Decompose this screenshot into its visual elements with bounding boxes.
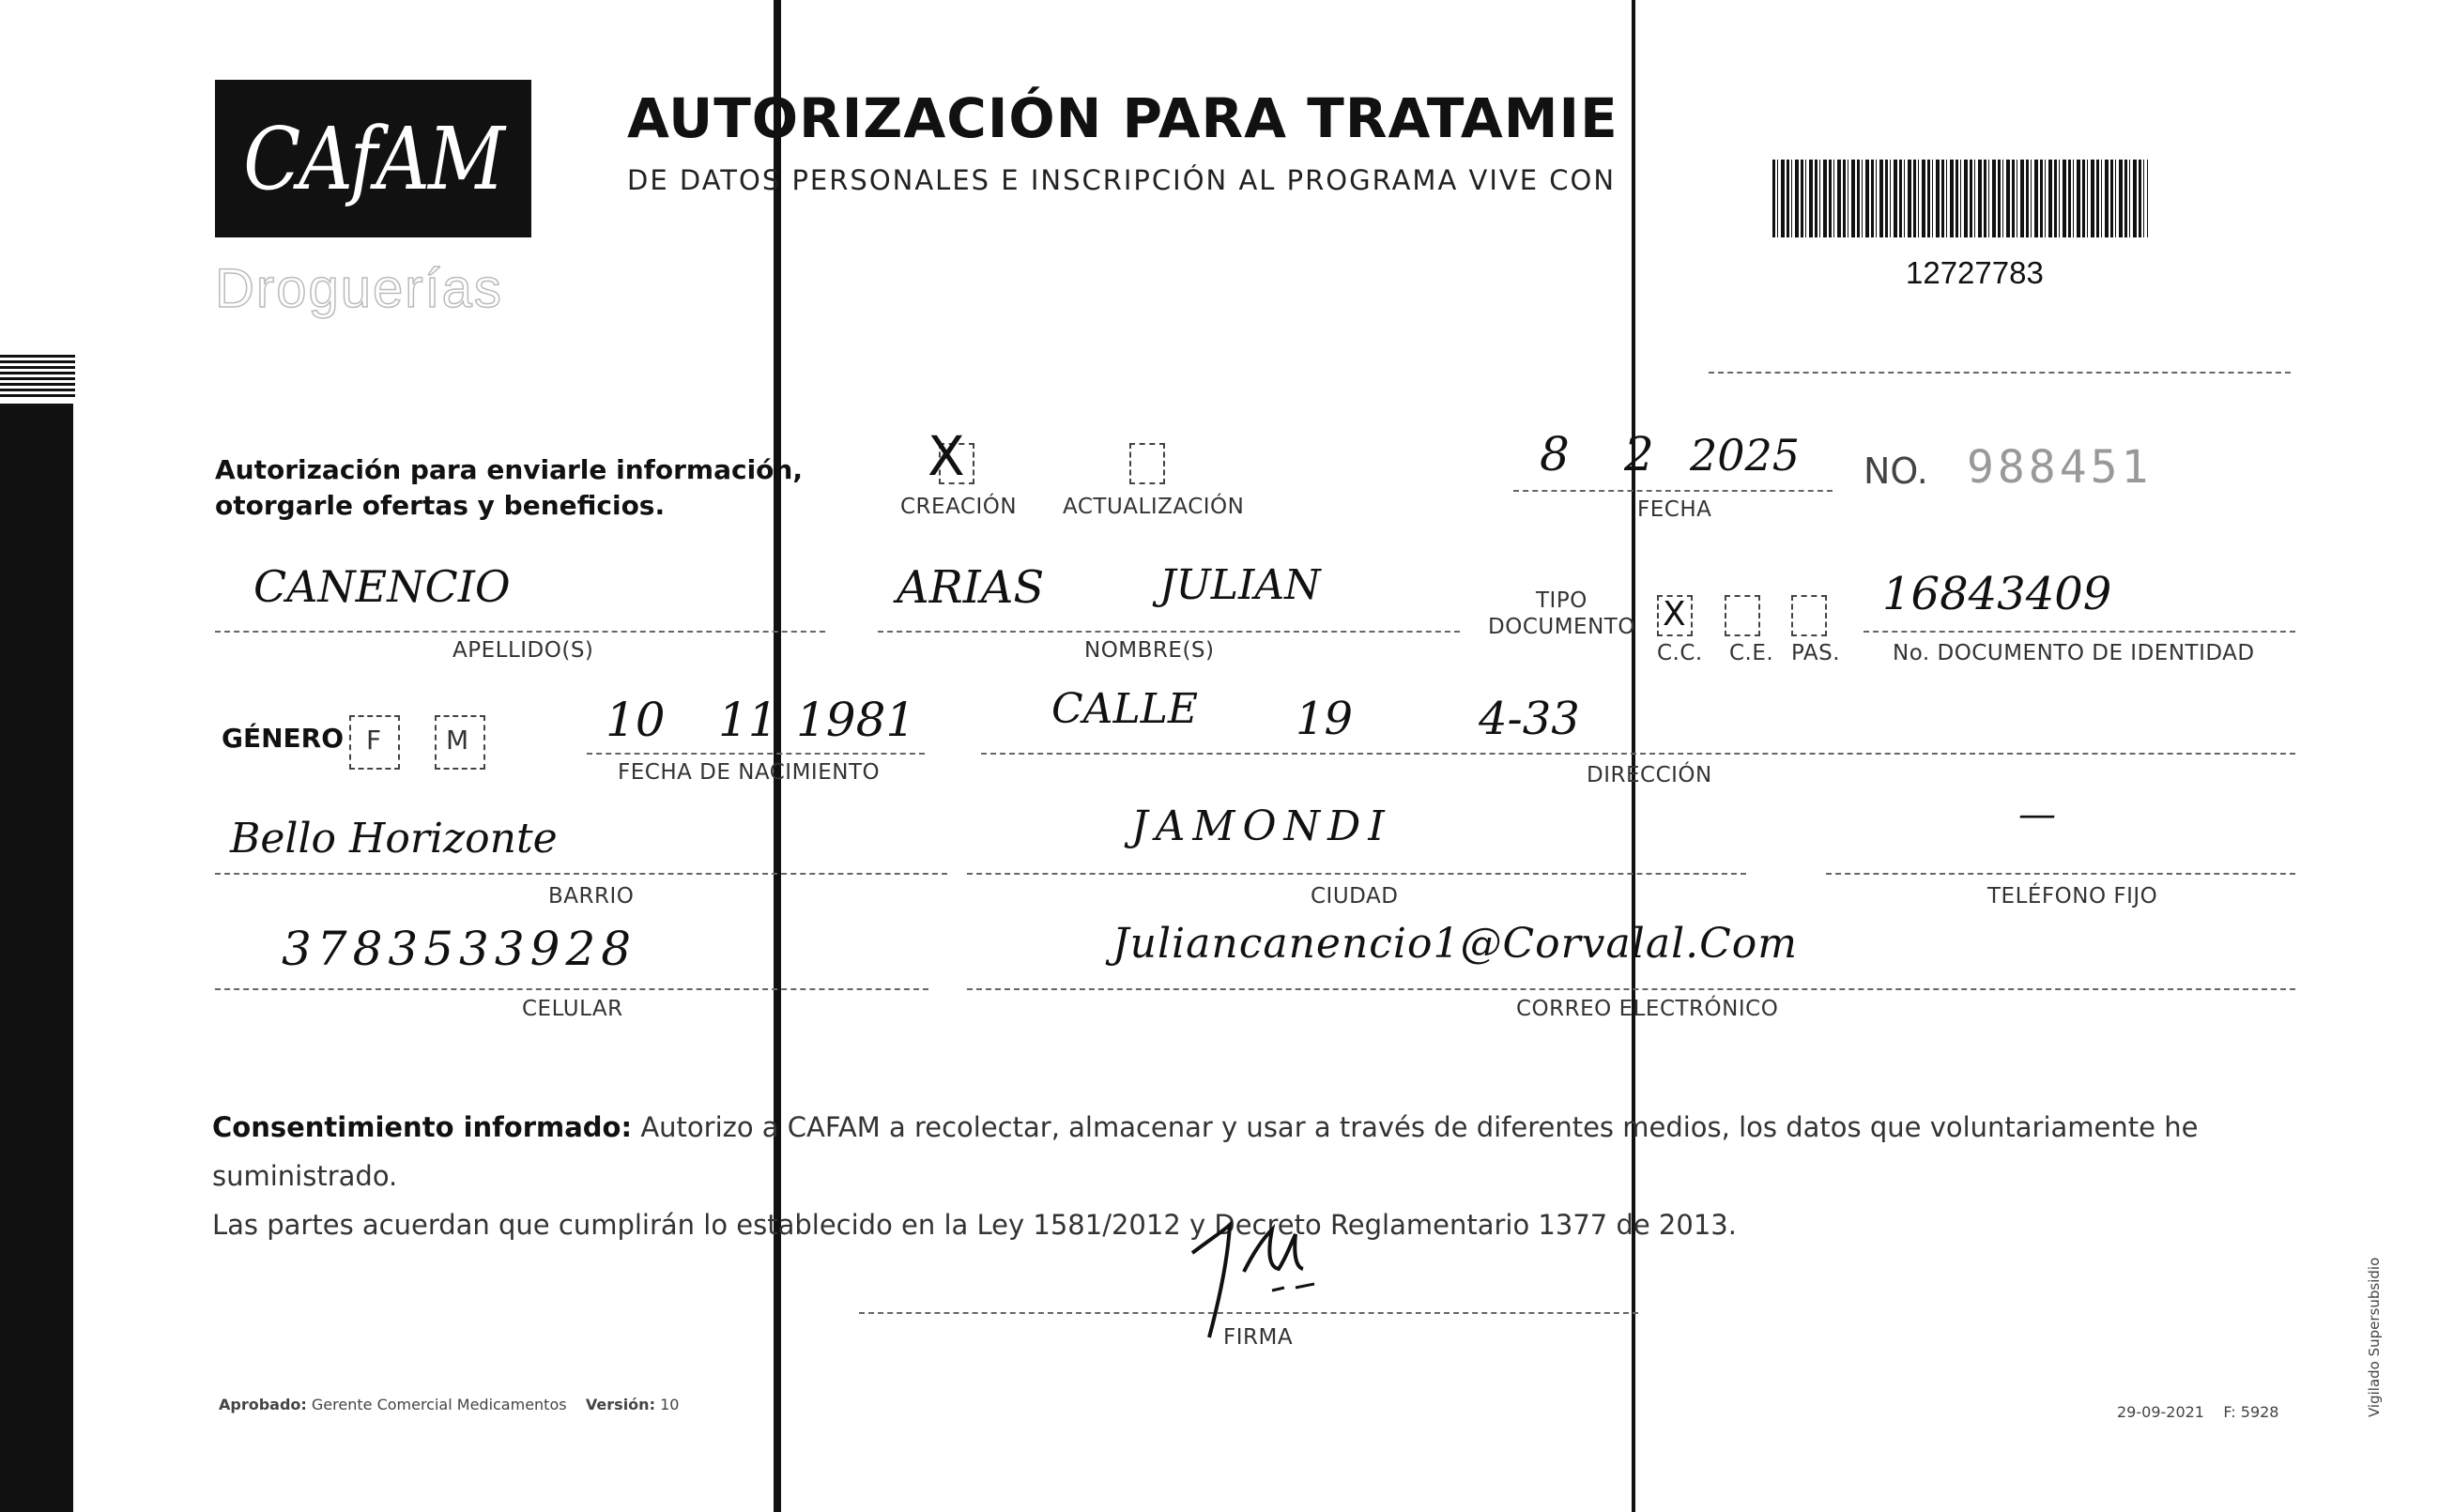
footer-left <box>219 1396 679 1413</box>
nacimiento-month: 11 <box>718 693 778 747</box>
version-value: 10 <box>660 1396 680 1413</box>
version-label: Versión: <box>585 1396 655 1413</box>
no-value: 988451 <box>1967 441 2153 494</box>
documento-line <box>1864 631 2295 633</box>
no-label: NO. <box>1864 451 1928 492</box>
nombres-label: NOMBRE(S) <box>1084 638 1215 663</box>
genero-m-label: M <box>446 725 469 756</box>
nombres-value-1: ARIAS <box>897 561 1045 614</box>
direccion-value-1: CALLE <box>1051 685 1198 733</box>
actualizacion-label: ACTUALIZACIÓN <box>1063 495 1245 519</box>
ciudad-value: JAMONDI <box>1131 802 1392 850</box>
cc-mark: X <box>1663 595 1686 634</box>
barcode <box>1772 160 2148 237</box>
celular-label: CELULAR <box>522 997 623 1021</box>
aprobado-value: Gerente Comercial Medicamentos <box>311 1396 567 1413</box>
scan-edge-bar <box>0 404 73 1512</box>
pas-checkbox[interactable] <box>1791 595 1827 636</box>
ce-label: C.E. <box>1729 641 1774 665</box>
ce-checkbox[interactable] <box>1725 595 1760 636</box>
logo-text: CAfAM <box>243 108 503 209</box>
nacimiento-year: 1981 <box>796 693 916 747</box>
signature-label: FIRMA <box>1223 1325 1294 1350</box>
scan-edge-marks <box>0 355 75 400</box>
barrio-line <box>215 873 947 875</box>
direccion-line <box>981 753 2295 755</box>
actualizacion-checkbox[interactable] <box>1129 443 1165 484</box>
direccion-value-3: 4-33 <box>1479 693 1580 745</box>
documento-label: No. DOCUMENTO DE IDENTIDAD <box>1893 641 2255 665</box>
consent-heading: Consentimiento informado: <box>212 1111 633 1143</box>
nombres-line <box>878 631 1460 633</box>
nombres-value-2: JULIAN <box>1159 561 1321 609</box>
tipo-documento-label-1: TIPO <box>1536 588 1587 613</box>
correo-line <box>967 988 2295 990</box>
creacion-mark: X <box>928 424 965 488</box>
authorization-line-2: otorgarle ofertas y beneficios. <box>215 490 666 521</box>
pas-label: PAS. <box>1791 641 1841 665</box>
header-divider <box>1709 372 2291 374</box>
scan-line-left <box>774 0 781 1512</box>
aprobado-label: Aprobado: <box>219 1396 307 1413</box>
direccion-label: DIRECCIÓN <box>1587 763 1712 787</box>
consent-line-2: Las partes acuerdan que cumplirán lo establecido en la Ley 1581/2012 y Decreto Reglamentario 1377 de 2013. <box>212 1209 1737 1241</box>
ciudad-label: CIUDAD <box>1311 884 1399 909</box>
telefono-value: — <box>2018 793 2056 836</box>
telefono-line <box>1826 873 2295 875</box>
apellidos-line <box>215 631 825 633</box>
creacion-label: CREACIÓN <box>900 495 1018 519</box>
tipo-documento-label-2: DOCUMENTO <box>1488 615 1635 639</box>
nacimiento-label: FECHA DE NACIMIENTO <box>618 760 881 785</box>
direccion-value-2: 19 <box>1296 693 1354 745</box>
footer-date-code: 29-09-2021 <box>2117 1403 2204 1421</box>
form-title: AUTORIZACIÓN PARA TRATAMIE <box>627 86 1618 150</box>
apellidos-value: CANENCIO <box>253 561 511 612</box>
fecha-label: FECHA <box>1637 497 1712 522</box>
vigilado-side-text: Vigilado Supersubsidio <box>2366 1257 2383 1417</box>
barcode-number: 12727783 <box>1906 255 2044 290</box>
scan-line-right <box>1632 0 1635 1512</box>
celular-value: 3783533928 <box>282 922 637 976</box>
fecha-month: 2 <box>1624 427 1654 481</box>
fecha-year: 2025 <box>1690 430 1801 481</box>
barrio-label: BARRIO <box>548 884 635 909</box>
authorization-line-1: Autorización para enviarle información, <box>215 454 803 485</box>
fecha-day: 8 <box>1540 427 1570 481</box>
consent-line-1 <box>212 1103 2315 1200</box>
cc-label: C.C. <box>1657 641 1703 665</box>
signature-line <box>859 1312 1638 1314</box>
ciudad-line <box>967 873 1746 875</box>
form-subtitle: DE DATOS PERSONALES E INSCRIPCIÓN AL PROGRAMA VIVE CON <box>627 164 1617 196</box>
celular-line <box>215 988 928 990</box>
authorization-text <box>215 452 803 524</box>
cafam-logo <box>215 80 531 237</box>
genero-label: GÉNERO <box>222 723 345 754</box>
barrio-value: Bello Horizonte <box>230 815 558 863</box>
documento-value: 16843409 <box>1882 568 2112 620</box>
correo-value: Juliancanencio1@Corvalal.Com <box>1112 920 1799 968</box>
consent-text-1: Autorizo a CAFAM a recolectar, almacenar y usar a través de diferentes medios, los datos que voluntariamente he suministrado. <box>212 1111 2199 1192</box>
nacimiento-line <box>587 753 925 755</box>
logo-subtext: Droguerías <box>215 258 503 319</box>
nacimiento-day: 10 <box>606 693 666 747</box>
fecha-line <box>1513 490 1833 492</box>
genero-f-label: F <box>366 725 382 756</box>
footer-right <box>2117 1403 2278 1421</box>
telefono-label: TELÉFONO FIJO <box>1987 884 2158 909</box>
apellidos-label: APELLIDO(S) <box>452 638 594 663</box>
footer-form-code: F: 5928 <box>2223 1403 2279 1421</box>
correo-label: CORREO ELECTRÓNICO <box>1516 997 1779 1021</box>
